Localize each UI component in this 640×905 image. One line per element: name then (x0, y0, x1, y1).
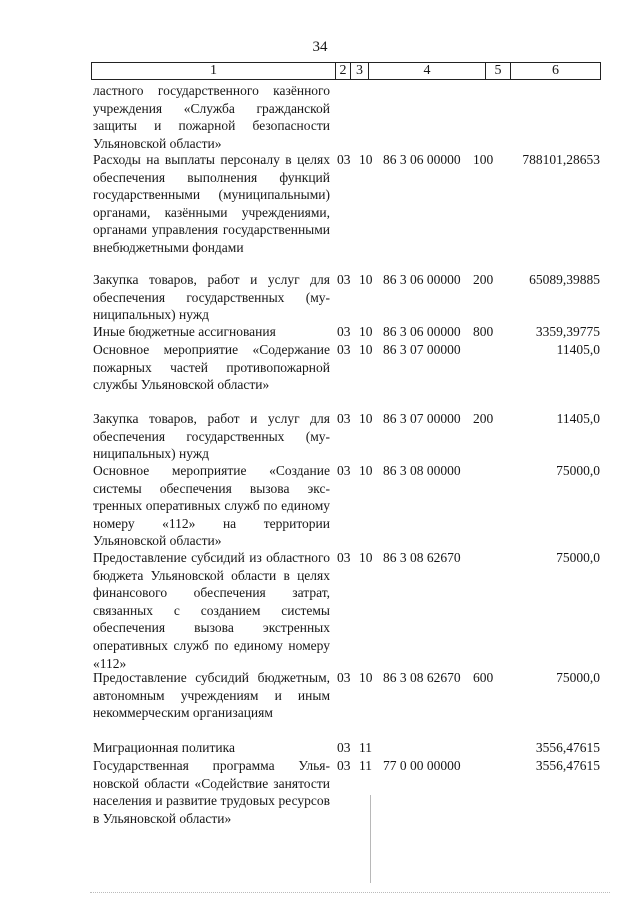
row-description: ластного государственного казённого учреждения «Служба гражданской защиты и пожарной безопасности Ульяновской области» (93, 83, 330, 151)
row-target-code: 86 3 06 00000 (383, 272, 461, 287)
scan-artifact-line (370, 795, 371, 883)
row-section: 03 (337, 463, 351, 478)
row-description: Основное мероприятие «Содержание пожарных частей противопожарной службы Ульяновской области» (93, 342, 330, 393)
table-header (91, 62, 601, 80)
row-section: 03 (337, 411, 351, 426)
row-subsection: 10 (359, 342, 373, 357)
page-number: 34 (312, 39, 328, 55)
row-amount: 65089,39885 (529, 272, 600, 287)
row-description: Основное мероприятие «Создание системы обеспечения вызова экстренных оперативных служб по единому номеру «112» на территории Ульяновской области» (93, 463, 330, 549)
row-description: Закупка товаров, работ и услуг для обеспечения государственных (муниципальных) нужд (93, 411, 330, 462)
row-section: 03 (337, 324, 351, 339)
row-expense-type: 200 (473, 272, 494, 287)
header-col-1: 1 (92, 63, 336, 79)
row-description: Государственная программа Ульяновской области «Содействие занятости населения и развитие трудовых ресурсов в Ульяновской области» (93, 758, 330, 826)
row-subsection: 10 (359, 272, 373, 287)
header-col-6: 6 (552, 63, 559, 78)
row-description: Закупка товаров, работ и услуг для обеспечения государственных (муниципальных) нужд (93, 272, 330, 323)
row-target-code: 86 3 06 00000 (383, 324, 461, 339)
row-description: Предоставление субсидий бюджетным, автономным учреждениям и иным некоммерческим организациям (93, 670, 330, 721)
scan-artifact-bottom (90, 892, 610, 894)
row-amount: 75000,0 (556, 463, 600, 478)
row-subsection: 10 (359, 550, 373, 565)
row-subsection: 11 (359, 758, 372, 773)
row-amount: 75000,0 (556, 670, 600, 685)
row-subsection: 10 (359, 463, 373, 478)
row-description: Расходы на выплаты персоналу в целях обеспечения выполнения функций государственными (муниципальными) органами, казёнными учреждениями, органами управления государственными внебюджетными фондами (93, 152, 330, 255)
row-target-code: 86 3 07 00000 (383, 411, 461, 426)
row-section: 03 (337, 670, 351, 685)
header-col-2: 2 (336, 63, 351, 79)
row-section: 03 (337, 758, 351, 773)
header-col-5: 5 (486, 63, 511, 79)
header-col-3: 3 (351, 63, 369, 79)
row-amount: 3359,39775 (535, 324, 600, 339)
row-subsection: 11 (359, 740, 372, 755)
row-expense-type: 800 (473, 324, 494, 339)
row-description: Миграционная политика (93, 740, 235, 755)
row-amount: 11405,0 (556, 342, 600, 357)
row-description: Иные бюджетные ассигнования (93, 324, 276, 339)
row-amount: 75000,0 (556, 550, 600, 565)
row-section: 03 (337, 740, 351, 755)
row-subsection: 10 (359, 411, 373, 426)
row-section: 03 (337, 152, 351, 167)
row-section: 03 (337, 342, 351, 357)
row-amount: 3556,47615 (535, 740, 600, 755)
row-section: 03 (337, 550, 351, 565)
row-amount: 3556,47615 (535, 758, 600, 773)
row-target-code: 77 0 00 00000 (383, 758, 461, 773)
row-subsection: 10 (359, 152, 373, 167)
row-target-code: 86 3 08 62670 (383, 670, 461, 685)
header-col-4: 4 (369, 63, 486, 79)
row-subsection: 10 (359, 670, 373, 685)
row-section: 03 (337, 272, 351, 287)
row-target-code: 86 3 06 00000 (383, 152, 461, 167)
row-target-code: 86 3 07 00000 (383, 342, 461, 357)
row-target-code: 86 3 08 62670 (383, 550, 461, 565)
row-description: Предоставление субсидий из областного бюджета Ульяновской области в целях финансового обеспечения затрат, связанных с созданием системы обеспечения вызова экстренных оперативных служб по единому номеру «112» (93, 550, 330, 671)
row-amount: 788101,28653 (522, 152, 600, 167)
row-expense-type: 600 (473, 670, 494, 685)
row-expense-type: 200 (473, 411, 494, 426)
row-target-code: 86 3 08 00000 (383, 463, 461, 478)
row-expense-type: 100 (473, 152, 494, 167)
row-subsection: 10 (359, 324, 373, 339)
row-amount: 11405,0 (556, 411, 600, 426)
